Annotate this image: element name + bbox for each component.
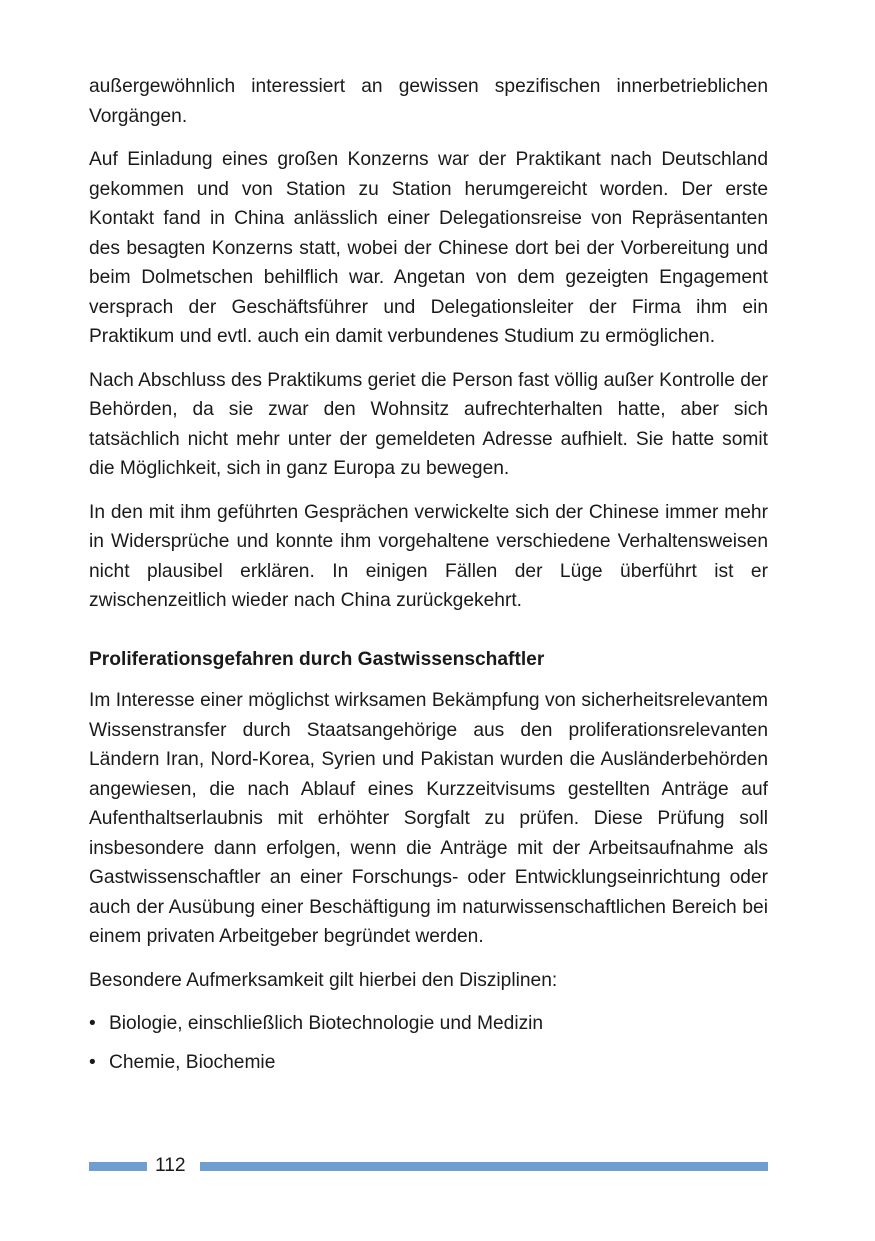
page-number: 112: [155, 1155, 186, 1176]
footer-bar-left: [89, 1162, 147, 1171]
list-item: [89, 1009, 768, 1039]
bullet-icon: •: [89, 1013, 96, 1034]
disciplines-list: [89, 1009, 768, 1077]
paragraph-after-internship: Nach Abschluss des Praktikums geriet die Person fast völlig außer Kontrolle der Behörden, da sie zwar den Wohnsitz aufrechterhalten hatte, aber sich tatsächlich nicht mehr unter der gemeldeten Adresse aufhielt. Sie hatte somit die Möglichkeit, sich in ganz Europa zu bewegen.: [89, 369, 768, 479]
paragraph-invitation: Auf Einladung eines großen Konzerns war der Praktikant nach Deutschland gekommen und von Station zu Station herumgereicht worden. Der erste Kontakt fand in China anlässlich einer Delegationsreise von Repräsentanten des besagten Konzerns statt, wobei der Chinese dort bei der Vorbereitung und beim Dolmetschen behilflich war. Angetan von dem gezeigten Engagement versprach der Geschäftsführer und Delegationsleiter der Firma ihm ein Praktikum und evtl. auch ein damit verbundenes Studium zu ermöglichen.: [89, 149, 768, 347]
list-item-text: Chemie, Biochemie: [109, 1051, 276, 1073]
paragraph-continuation: außergewöhnlich interessiert an gewissen spezifischen innerbetrieblichen Vorgängen.: [89, 76, 768, 127]
paragraph-knowledge-transfer: Im Interesse einer möglichst wirksamen Bekämpfung von sicherheitsrelevantem Wissenstransfer durch Staatsangehörige aus den proliferationsrelevanten Ländern Iran, Nord-Korea, Syrien und Pakistan wurden die Ausländerbehörden angewiesen, die nach Ablauf eines Kurzzeitvisums gestellten Anträge auf Aufenthaltserlaubnis mit erhöhter Sorgfalt zu prüfen. Diese Prüfung soll insbesondere dann erfolgen, wenn die Anträge mit der Arbeitsaufnahme als Gastwissenschaftler an einer Forschungs- oder Entwicklungseinrichtung oder auch der Ausübung einer Beschäftigung im naturwissenschaftlichen Bereich bei einem privaten Arbeitgeber begründet werden.: [89, 690, 768, 947]
list-item: [89, 1048, 768, 1078]
page-content: [89, 72, 768, 1086]
paragraph-disciplines-intro: Besondere Aufmerksamkeit gilt hierbei den Disziplinen:: [89, 969, 558, 991]
paragraph-conversations: In den mit ihm geführten Gesprächen verwickelte sich der Chinese immer mehr in Widersprüche und konnte ihm vorgehaltene verschiedene Verhaltensweisen nicht plausibel erklären. In einigen Fällen der Lüge überführt ist er zwischenzeitlich wieder nach China zurückgekehrt.: [89, 501, 768, 611]
bullet-icon: •: [89, 1051, 96, 1073]
page-footer: [89, 1153, 768, 1179]
section-heading: Proliferationsgefahren durch Gastwissenschaftler: [89, 648, 545, 670]
list-item-text: Biologie, einschließlich Biotechnologie und Medizin: [109, 1013, 544, 1034]
footer-bar-right: [200, 1162, 768, 1171]
